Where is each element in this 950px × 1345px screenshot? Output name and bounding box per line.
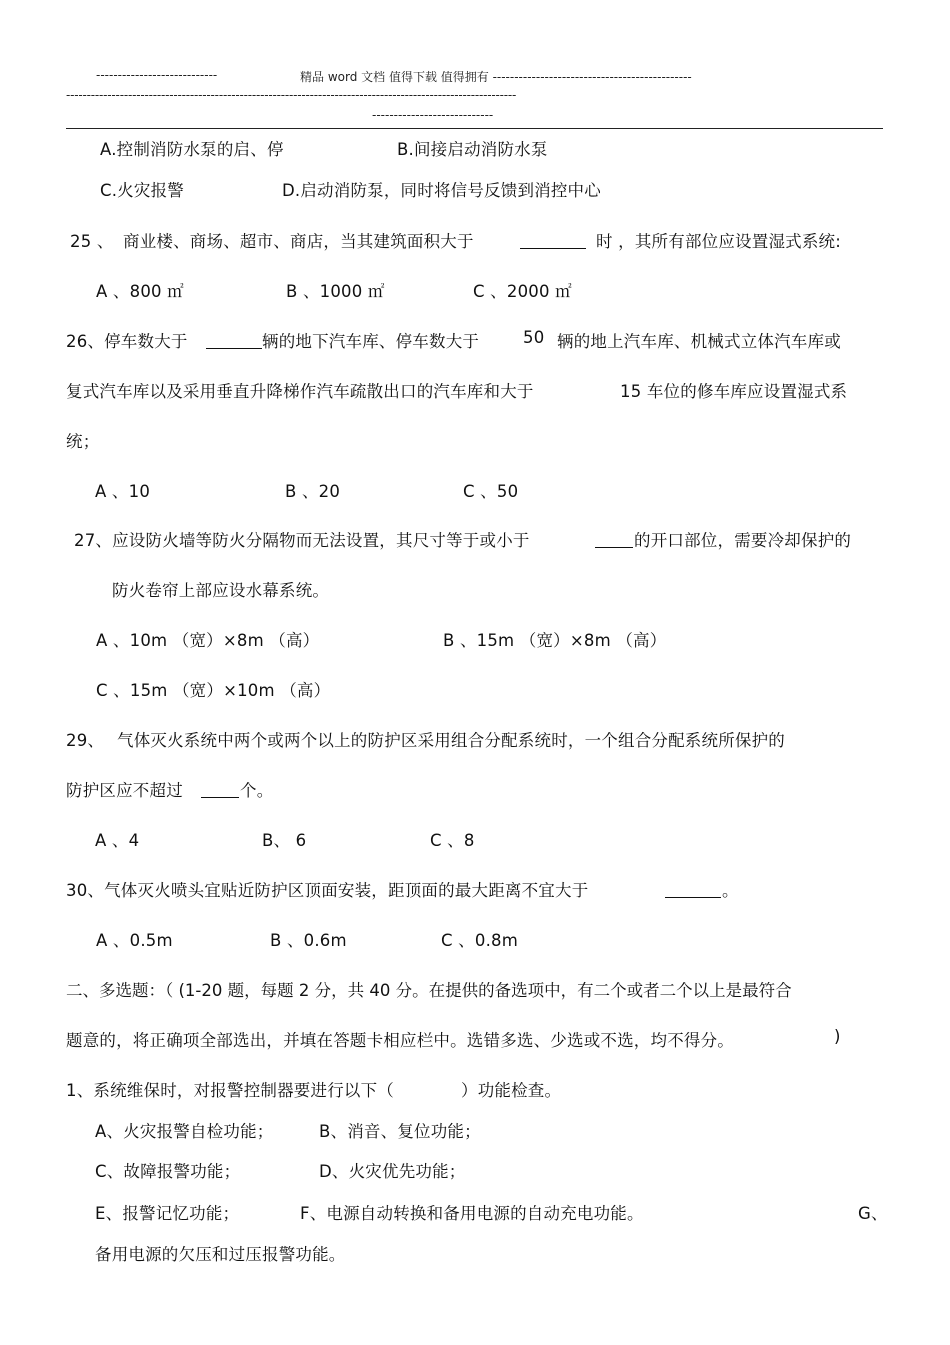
q29-option-c: C 、8 — [430, 831, 475, 850]
q27-line2: 防火卷帘上部应设水幕系统。 — [112, 581, 330, 600]
q26-head: 26、停车数大于 — [66, 332, 188, 351]
section2-instructions: 题意的，将正确项全部选出，并填在答题卡相应栏中。选错多选、少选或不选，均不得分。 — [66, 1031, 734, 1050]
q25-option-a: A 、800 ㎡ — [96, 282, 184, 301]
q25-tail: 时 ，其所有部位应设置湿式系统: — [596, 232, 842, 251]
q29-blank — [201, 779, 239, 798]
q25-text: 商业楼、商场、超市、商店，当其建筑面积大于 — [123, 232, 474, 251]
q27-option-c: C 、15m （宽）×10m （高） — [96, 681, 331, 700]
q29-option-b: B、 6 — [262, 831, 307, 850]
q30-text: 30、气体灭火喷头宜贴近防护区顶面安装，距顶面的最大距离不宜大于 — [66, 881, 589, 900]
option-a: A.控制消防水泵的启、停 — [100, 140, 284, 159]
section2-close-paren: ) — [834, 1027, 841, 1046]
option-b: B.间接启动消防水泵 — [397, 140, 548, 159]
q30-tail: 。 — [722, 881, 739, 900]
m1-option-a: A、火灾报警自检功能； — [95, 1122, 274, 1141]
q26-line3: 统； — [66, 432, 100, 451]
option-d: D.启动消防泵，同时将信号反馈到消控中心 — [282, 181, 601, 200]
q29-option-a: A 、4 — [95, 831, 140, 850]
q29-line2-b: 个。 — [240, 781, 274, 800]
section2-heading: 二、多选题：（ (1-20 题，每题 2 分，共 40 分。在提供的备选项中，有二个或者二个以上是最符合 — [66, 981, 792, 1000]
q29-text: 气体灭火系统中两个或两个以上的防护区采用组合分配系统时，一个组合分配系统所保护的 — [117, 731, 785, 750]
q26-option-b: B 、20 — [285, 482, 341, 501]
header-dashes-line3: ---------------------------- — [372, 108, 494, 122]
m1-head: 1、系统维保时，对报警控制器要进行以下（ — [66, 1081, 394, 1100]
header-dashes-line2: ------------------------------------------------------------------------------------------------------------- — [66, 88, 517, 102]
q26-option-c: C 、50 — [463, 482, 519, 501]
option-c: C.火灾报警 — [100, 181, 184, 200]
header-dashes-left: ---------------------------- — [96, 68, 218, 82]
m1-option-c: C、故障报警功能； — [95, 1162, 241, 1181]
q29-number: 29、 — [66, 731, 105, 750]
q25-number: 25 、 — [70, 232, 114, 251]
m1-option-f: F、电源自动转换和备用电源的自动充电功能。 — [300, 1204, 644, 1223]
q26-mid: 辆的地下汽车库、停车数大于 — [262, 332, 480, 351]
q27-option-b: B 、15m （宽）×8m （高） — [443, 631, 667, 650]
m1-option-e: E、报警记忆功能； — [95, 1204, 240, 1223]
q27-option-a: A 、10m （宽）×8m （高） — [96, 631, 320, 650]
q26-line2-a: 复式汽车库以及采用垂直升降梯作汽车疏散出口的汽车库和大于 — [66, 382, 534, 401]
q29-line2-a: 防护区应不超过 — [66, 781, 183, 800]
m1-tail: ）功能检查。 — [461, 1081, 562, 1100]
q27-tail: 的开口部位，需要冷却保护的 — [634, 531, 852, 550]
q30-option-a: A 、0.5m — [96, 931, 173, 950]
m1-option-g: G、 — [858, 1204, 888, 1223]
q26-tail: 辆的地上汽车库、机械式立体汽车库或 — [557, 332, 841, 351]
m1-option-g-text: 备用电源的欠压和过压报警功能。 — [95, 1245, 346, 1264]
q26-option-a: A 、10 — [95, 482, 151, 501]
header-title: 精品 word 文档 值得下载 值得拥有 ---------------------------------------------- — [300, 70, 692, 84]
q30-option-c: C 、0.8m — [441, 931, 518, 950]
q25-option-c: C 、2000 ㎡ — [473, 282, 572, 301]
q26-blank — [206, 330, 262, 349]
q26-number-50: 50 — [523, 328, 545, 347]
q25-blank — [520, 230, 586, 249]
q27-head: 27、应设防火墙等防火分隔物而无法设置，其尺寸等于或小于 — [74, 531, 530, 550]
q25-option-b: B 、1000 ㎡ — [286, 282, 385, 301]
q30-option-b: B 、0.6m — [270, 931, 347, 950]
q27-blank — [595, 529, 633, 548]
q30-blank — [665, 879, 721, 898]
m1-option-d: D、火灾优先功能； — [319, 1162, 466, 1181]
header-divider — [66, 128, 883, 129]
m1-option-b: B、消音、复位功能； — [319, 1122, 481, 1141]
q26-line2-b: 15 车位的修车库应设置湿式系 — [620, 382, 848, 401]
